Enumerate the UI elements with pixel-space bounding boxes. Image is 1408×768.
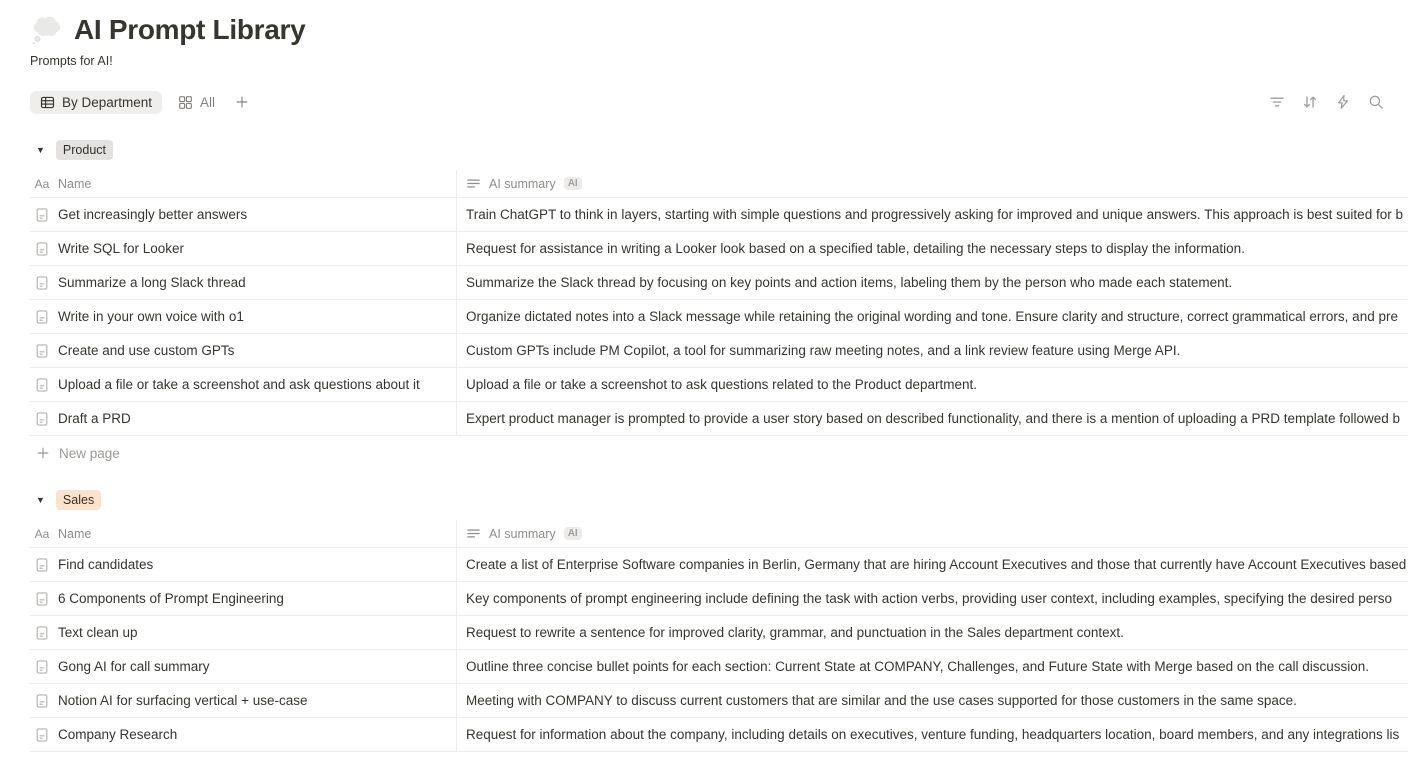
align-left-icon xyxy=(466,176,481,191)
group-badge: Sales xyxy=(56,490,101,511)
summary-cell[interactable] xyxy=(457,616,1408,649)
summary-cell[interactable] xyxy=(457,548,1408,581)
summary-cell[interactable] xyxy=(457,198,1408,231)
row-summary: Summarize the Slack thread by focusing on key points and action items, labeling them by the person who made each statement. xyxy=(466,275,1233,290)
row-summary: Custom GPTs include PM Copilot, a tool for summarizing raw meeting notes, and a link review feature using Merge API. xyxy=(466,343,1181,358)
name-cell[interactable] xyxy=(30,266,457,299)
row-name: Draft a PRD xyxy=(58,411,131,426)
page-icon xyxy=(34,411,50,427)
row-summary: Request to rewrite a sentence for improved clarity, grammar, and punctuation in the Sales department context. xyxy=(466,625,1124,640)
table-row[interactable] xyxy=(30,368,1408,402)
row-name: Create and use custom GPTs xyxy=(58,343,235,358)
row-summary: Meeting with COMPANY to discuss current customers that are similar and the use cases supported for those customers in the same space. xyxy=(466,693,1297,708)
table-row[interactable] xyxy=(30,684,1408,718)
page-icon xyxy=(34,309,50,325)
ai-badge: AI xyxy=(564,177,582,190)
group-header xyxy=(30,490,1408,510)
gallery-icon xyxy=(178,95,193,110)
summary-cell[interactable] xyxy=(457,718,1408,751)
text-property-icon: Aa xyxy=(34,176,50,191)
row-name: Notion AI for surfacing vertical + use-case xyxy=(58,693,308,708)
name-cell[interactable] xyxy=(30,718,457,751)
page-header xyxy=(30,10,1408,50)
row-name: Find candidates xyxy=(58,557,154,572)
summary-cell[interactable] xyxy=(457,650,1408,683)
name-cell[interactable] xyxy=(30,334,457,367)
page-icon xyxy=(34,275,50,291)
row-summary: Key components of prompt engineering include defining the task with action verbs, providing user context, including examples, specifying the desired perso xyxy=(466,591,1393,606)
tab-by-department[interactable] xyxy=(30,91,162,114)
summary-cell[interactable] xyxy=(457,582,1408,615)
text-property-icon: Aa xyxy=(34,526,50,541)
summary-cell[interactable] xyxy=(457,266,1408,299)
search-icon[interactable] xyxy=(1368,94,1384,110)
table-row[interactable] xyxy=(30,616,1408,650)
name-cell[interactable] xyxy=(30,198,457,231)
table-row[interactable] xyxy=(30,266,1408,300)
table-row[interactable] xyxy=(30,718,1408,752)
table-rows xyxy=(30,198,1408,436)
group-toggle-icon[interactable]: ▼ xyxy=(36,494,45,505)
row-summary: Expert product manager is prompted to provide a user story based on described functionality, and there is a mention of uploading a PRD template followed b xyxy=(466,411,1401,426)
row-summary: Upload a file or take a screenshot to ask questions related to the Product department. xyxy=(466,377,978,392)
page-description: Prompts for AI! xyxy=(30,54,113,68)
tab-label: By Department xyxy=(62,94,153,110)
name-cell[interactable] xyxy=(30,300,457,333)
summary-cell[interactable] xyxy=(457,300,1408,333)
name-cell[interactable] xyxy=(30,684,457,717)
filter-icon[interactable] xyxy=(1269,94,1285,110)
table-header xyxy=(30,170,1408,198)
new-page-row[interactable] xyxy=(30,436,1408,470)
database-toolbar xyxy=(1269,94,1384,110)
row-name: Company Research xyxy=(58,727,178,742)
groups xyxy=(30,140,1408,752)
group-badge: Product xyxy=(56,140,113,161)
row-summary: Outline three concise bullet points for each section: Current State at COMPANY, Challenges, and Future State with Merge based on the call discussion. xyxy=(466,659,1369,674)
column-header-summary[interactable] xyxy=(457,520,1408,547)
summary-cell[interactable] xyxy=(457,368,1408,401)
tab-label: All xyxy=(200,94,216,110)
summary-cell[interactable] xyxy=(457,402,1408,435)
name-cell[interactable] xyxy=(30,616,457,649)
page-icon xyxy=(34,625,50,641)
ai-badge: AI xyxy=(564,527,582,540)
group-header xyxy=(30,140,1408,160)
page-icon xyxy=(34,343,50,359)
page-icon xyxy=(34,241,50,257)
group-toggle-icon[interactable]: ▼ xyxy=(36,144,45,155)
table-row[interactable] xyxy=(30,582,1408,616)
table-row[interactable] xyxy=(30,334,1408,368)
summary-cell[interactable] xyxy=(457,232,1408,265)
new-page-label: New page xyxy=(59,445,120,461)
row-name: Write SQL for Looker xyxy=(58,241,185,256)
summary-cell[interactable] xyxy=(457,684,1408,717)
row-name: Text clean up xyxy=(58,625,138,640)
column-header-summary-label: AI summary xyxy=(489,176,556,191)
table-header xyxy=(30,520,1408,548)
row-name: Gong AI for call summary xyxy=(58,659,210,674)
thought-balloon-icon[interactable] xyxy=(30,13,64,47)
row-summary: Request for assistance in writing a Looker look based on a specified table, detailing the necessary steps to display the information. xyxy=(466,241,1245,256)
table-row[interactable] xyxy=(30,548,1408,582)
name-cell[interactable] xyxy=(30,402,457,435)
group xyxy=(30,490,1408,752)
row-name: Upload a file or take a screenshot and ask questions about it xyxy=(58,377,420,392)
page-icon xyxy=(34,727,50,743)
name-cell[interactable] xyxy=(30,232,457,265)
page-icon xyxy=(34,693,50,709)
table-row[interactable] xyxy=(30,300,1408,334)
column-header-name-label: Name xyxy=(58,526,92,541)
tab-all[interactable] xyxy=(170,91,223,114)
column-header-name[interactable] xyxy=(30,170,457,197)
name-cell[interactable] xyxy=(30,368,457,401)
page-icon xyxy=(34,557,50,573)
page-icon xyxy=(34,377,50,393)
page-title: AI Prompt Library xyxy=(74,14,306,45)
table-row[interactable] xyxy=(30,402,1408,436)
page-icon xyxy=(34,659,50,675)
name-cell[interactable] xyxy=(30,582,457,615)
row-summary: Request for information about the company, including details on executives, venture funding, headquarters location, board members, and any integrations lis xyxy=(466,727,1400,742)
table-row[interactable] xyxy=(30,650,1408,684)
row-name: Summarize a long Slack thread xyxy=(58,275,246,290)
column-header-name[interactable] xyxy=(30,520,457,547)
page-icon xyxy=(34,591,50,607)
table-row[interactable] xyxy=(30,198,1408,232)
row-name: 6 Components of Prompt Engineering xyxy=(58,591,284,606)
group xyxy=(30,140,1408,470)
row-name: Get increasingly better answers xyxy=(58,207,248,222)
name-cell[interactable] xyxy=(30,650,457,683)
table-rows xyxy=(30,548,1408,752)
column-header-summary[interactable] xyxy=(457,170,1408,197)
column-header-name-label: Name xyxy=(58,176,92,191)
page-icon xyxy=(34,207,50,223)
row-summary: Create a list of Enterprise Software companies in Berlin, Germany that are hiring Account Executives and those that currently have Account Executives based xyxy=(466,557,1407,572)
automations-icon[interactable] xyxy=(1335,94,1351,110)
column-header-summary-label: AI summary xyxy=(489,526,556,541)
summary-cell[interactable] xyxy=(457,334,1408,367)
row-summary: Train ChatGPT to think in layers, starting with simple questions and progressively asking for improved and unique answers. This approach is best suited for b xyxy=(466,207,1403,222)
plus-icon xyxy=(36,446,50,460)
table-row[interactable] xyxy=(30,232,1408,266)
row-name: Write in your own voice with o1 xyxy=(58,309,244,324)
row-summary: Organize dictated notes into a Slack message while retaining the original wording and tone. Ensure clarity and structure, correct grammatical errors, and pre xyxy=(466,309,1398,324)
add-view-button[interactable] xyxy=(229,91,255,113)
name-cell[interactable] xyxy=(30,548,457,581)
align-left-icon xyxy=(466,526,481,541)
table-icon xyxy=(40,95,55,110)
view-tabs-bar xyxy=(30,88,1408,116)
sort-icon[interactable] xyxy=(1302,94,1318,110)
